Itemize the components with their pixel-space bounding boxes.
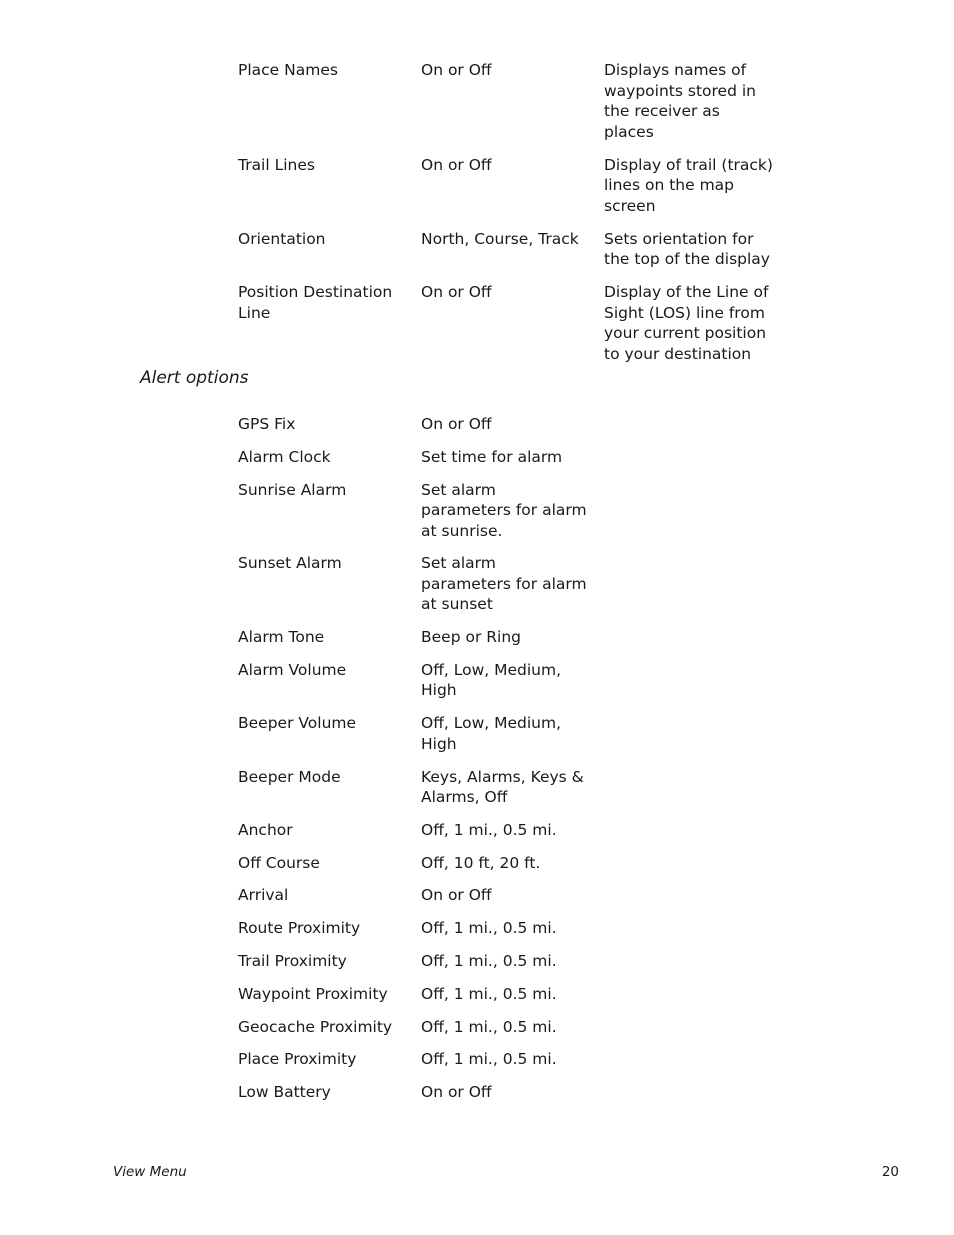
table-row	[238, 1049, 798, 1070]
option-name: Orientation	[238, 229, 326, 248]
option-name: Position Destination Line	[238, 283, 393, 322]
alert-setting: Set time for alarm	[421, 447, 563, 466]
alert-setting: Set alarm parameters for alarm at sunset	[421, 554, 587, 614]
table-row	[238, 1017, 798, 1038]
table-row	[238, 951, 798, 972]
alert-setting: Off, 1 mi., 0.5 mi.	[421, 820, 557, 839]
option-setting: North, Course, Track	[421, 229, 579, 248]
alert-name: Trail Proximity	[238, 952, 347, 971]
option-name: Place Names	[238, 61, 338, 79]
alert-setting: Off, 1 mi., 0.5 mi.	[421, 1017, 557, 1036]
option-setting: On or Off	[421, 283, 492, 301]
option-name: Trail Lines	[238, 155, 315, 174]
table-row	[238, 229, 798, 270]
alert-setting: Off, Low, Medium, High	[421, 714, 562, 753]
alert-name: Route Proximity	[238, 919, 361, 938]
table-row	[238, 414, 798, 435]
option-description: Display of trail (track) lines on the map screen	[604, 155, 773, 215]
table-row	[238, 918, 798, 939]
table-row	[238, 820, 798, 841]
table-row	[238, 885, 798, 906]
alert-name: Waypoint Proximity	[238, 984, 388, 1003]
footer-section-title: View Menu	[113, 1164, 187, 1180]
table-row	[238, 553, 798, 615]
alert-name: Alarm Clock	[238, 447, 331, 466]
alert-setting: Keys, Alarms, Keys & Alarms, Off	[421, 767, 584, 807]
alert-name: GPS Fix	[238, 415, 296, 433]
view-options-table	[238, 60, 798, 377]
table-row	[238, 767, 798, 808]
alert-setting: On or Off	[421, 415, 492, 433]
alert-options-table	[238, 414, 798, 1115]
table-row	[238, 155, 798, 217]
option-description: Displays names of waypoints stored in the receiver as places	[604, 61, 756, 141]
alert-name: Arrival	[238, 886, 289, 905]
table-row	[238, 1082, 798, 1103]
page-number: 20	[881, 1164, 899, 1180]
option-setting: On or Off	[421, 61, 492, 79]
table-row	[238, 480, 798, 542]
alert-setting: Off, 1 mi., 0.5 mi.	[421, 984, 557, 1003]
alert-name: Off Course	[238, 853, 320, 872]
alert-name: Geocache Proximity	[238, 1017, 393, 1036]
alert-setting: On or Off	[421, 886, 492, 905]
alert-name: Alarm Tone	[238, 628, 325, 647]
table-row	[238, 660, 798, 701]
section-heading: Alert options	[140, 368, 249, 388]
table-row	[238, 60, 798, 142]
table-row	[238, 627, 798, 648]
alert-setting: On or Off	[421, 1083, 492, 1102]
alert-setting: Off, Low, Medium, High	[421, 660, 562, 700]
alert-setting: Off, 1 mi., 0.5 mi.	[421, 952, 557, 971]
option-setting: On or Off	[421, 155, 492, 174]
table-row	[238, 282, 798, 364]
alert-name: Low Battery	[238, 1083, 331, 1102]
alert-setting: Off, 1 mi., 0.5 mi.	[421, 919, 557, 938]
alert-setting: Off, 10 ft, 20 ft.	[421, 853, 541, 872]
table-row	[238, 984, 798, 1005]
alert-name: Sunset Alarm	[238, 554, 342, 573]
table-row	[238, 853, 798, 874]
alert-name: Beeper Mode	[238, 767, 341, 786]
alert-name: Sunrise Alarm	[238, 480, 347, 499]
alert-name: Anchor	[238, 820, 293, 839]
table-row	[238, 447, 798, 468]
alert-name: Alarm Volume	[238, 660, 347, 679]
table-row	[238, 713, 798, 754]
option-description: Display of the Line of Sight (LOS) line from your current position to your destination	[604, 283, 769, 363]
alert-setting: Off, 1 mi., 0.5 mi.	[421, 1050, 557, 1069]
option-description: Sets orientation for the top of the display	[604, 229, 770, 268]
alert-setting: Beep or Ring	[421, 628, 521, 647]
alert-name: Place Proximity	[238, 1050, 357, 1069]
alert-setting: Set alarm parameters for alarm at sunrise.	[421, 480, 587, 540]
alert-name: Beeper Volume	[238, 714, 357, 733]
